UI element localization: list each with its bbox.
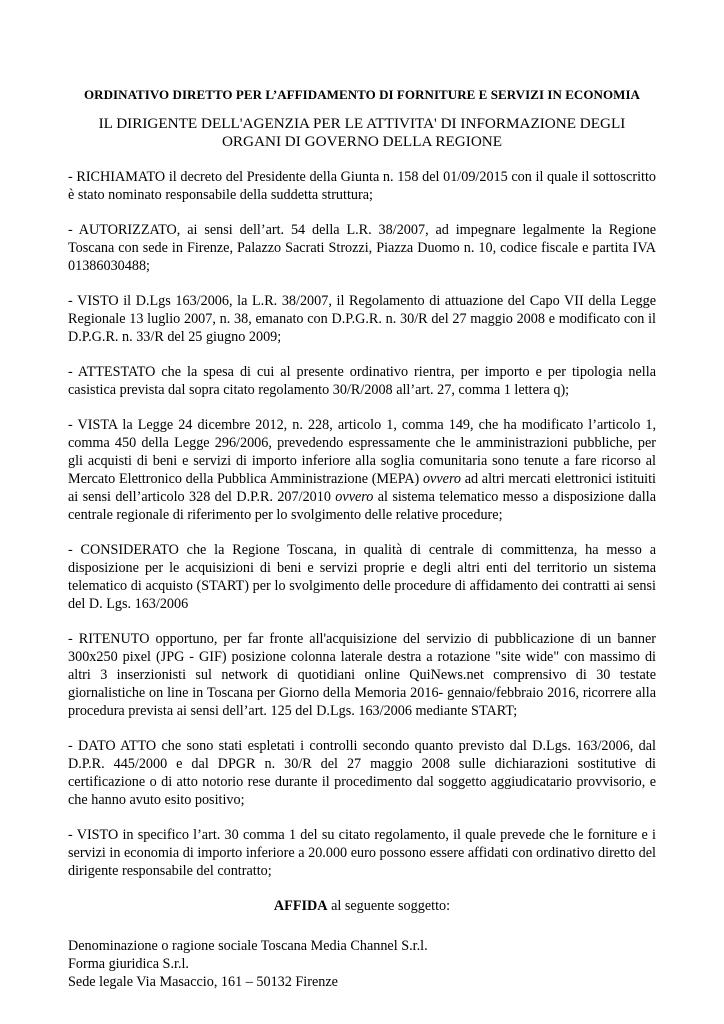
document-title: ORDINATIVO DIRETTO PER L’AFFIDAMENTO DI FORNITURE E SERVIZI IN ECONOMIA [83, 87, 640, 102]
paragraph-attestato: - ATTESTATO che la spesa di cui al presente ordinativo rientra, per importo e per tipologia nella casistica prevista dal sopra citato regolamento 30/R/2008 all’art. 27, comma 1 lettera q); [68, 364, 656, 398]
vista-italic-ovvero-2: ovvero [335, 489, 374, 505]
affida-rest: al seguente soggetto: [327, 898, 451, 914]
paragraph-visto-dlgs: - VISTO il D.Lgs 163/2006, la L.R. 38/2007, il Regolamento di attuazione del Capo VII della Legge Regionale 13 luglio 2007, n. 38, emanato con D.P.G.R. n. 30/R del 27 maggio 2008 e modificato con il D.P.G.R. n. 33/R del 25 giugno 2009; [68, 293, 656, 345]
paragraph-richiamato: - RICHIAMATO il decreto del Presidente della Giunta n. 158 del 01/09/2015 con il quale il sottoscritto è stato nominato responsabile della suddetta struttura; [68, 169, 656, 203]
paragraph-vista-legge [68, 416, 656, 524]
recipient-forma-giuridica: Forma giuridica S.r.l. [68, 956, 189, 972]
paragraph-considerato: - CONSIDERATO che la Regione Toscana, in qualità di centrale di committenza, ha messo a disposizione per le acquisizioni di beni e servizi proprie e degli altri enti del territorio un sistema telematico di acquisto (START) per lo svolgimento delle procedure di affidamento dei contratti ai sensi del D. Lgs. 163/2006 [68, 542, 656, 612]
affida-keyword: AFFIDA [273, 898, 328, 914]
recipient-block [68, 937, 656, 991]
paragraph-dato-atto: - DATO ATTO che sono stati espletati i controlli secondo quanto previsto dal D.Lgs. 163/2006, dal D.P.R. 445/2000 e dal DPGR n. 30/R del 27 maggio 2008 sulle dichiarazioni sostitutive di certificazione o di atto notorio rese durante il procedimento dal soggetto aggiudicatario provvisorio, e che hanno avuto esito positivo; [68, 738, 656, 808]
vista-italic-ovvero-1: ovvero [422, 471, 462, 487]
vista-text-part3: al sistema telematico messo a disposizione dalla centrale regionale di riferimento per lo svolgimento delle relative procedure; [68, 489, 656, 523]
affida-line [68, 897, 656, 915]
paragraph-ritenuto: - RITENUTO opportuno, per far fronte all'acquisizione del servizio di pubblicazione di un banner 300x250 pixel (JPG - GIF) posizione colonna laterale destra a rotazione "site wide" con massimo di altri 3 inserzionisti sul network di quotidiani online QuiNews.net comprensivo di 30 testate giornalistiche on line in Toscana per Giorno della Memoria 2016- gennaio/febbraio 2016, ricorrere alla procedura prevista ai sensi dell’art. 125 del D.Lgs. 163/2006 mediante START; [68, 631, 656, 719]
paragraph-visto-art30: - VISTO in specifico l’art. 30 comma 1 del su citato regolamento, il quale prevede che le forniture e i servizi in economia di importo inferiore a 20.000 euro possono essere affidati con ordinativo diretto del dirigente responsabile del contratto; [68, 827, 656, 879]
vista-text-part1: - VISTA la Legge 24 dicembre 2012, n. 228, articolo 1, comma 149, che ha modificato l’articolo 1, comma 450 della Legge 296/2006, prevedendo espressamente che le amministrazioni pubbliche, per gli acquisti di beni e servizi di importo inferiore alla soglia comunitaria sono tenute a fare ricorso al Mercato Elettronico della Pubblica Amministrazione (MEPA) [68, 417, 656, 487]
document-heading: IL DIRIGENTE DELL'AGENZIA PER LE ATTIVITA' DI INFORMAZIONE DEGLI ORGANI DI GOVERNO DELLA REGIONE [98, 115, 626, 150]
paragraph-autorizzato: - AUTORIZZATO, ai sensi dell’art. 54 della L.R. 38/2007, ad impegnare legalmente la Regione Toscana con sede in Firenze, Palazzo Sacrati Strozzi, Piazza Duomo n. 10, codice fiscale e partita IVA 01386030488; [68, 222, 656, 274]
document-page [68, 86, 656, 991]
recipient-denominazione: Denominazione o ragione sociale Toscana Media Channel S.r.l. [68, 938, 428, 954]
recipient-sede-legale: Sede legale Via Masaccio, 161 – 50132 Firenze [68, 974, 338, 990]
vista-text-part2: ad altri mercati elettronici istituiti ai sensi dell’articolo 328 del D.P.R. 207/2010 [68, 471, 656, 505]
